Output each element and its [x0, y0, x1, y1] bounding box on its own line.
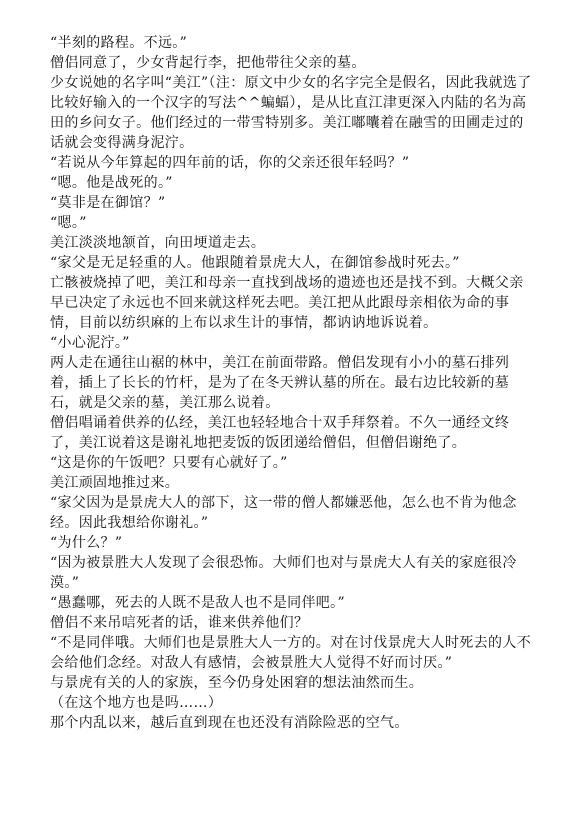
document-body: [50, 33, 536, 733]
paragraph: “若说从今年算起的四年前的话，你的父亲还很年轻吗？”: [50, 155, 410, 171]
paragraph: “家父因为是景虎大人的部下，这一带的僧人都嫌恶他，怎么也不肯为他念经。因此我想给你谢礼。”: [50, 495, 517, 531]
paragraph: 那个内乱以来，越后直到现在也还没有消除险恶的空气。: [50, 715, 409, 731]
paragraph: 少女说她的名字叫“美江”（注：原文中少女的名字完全是假名，因此我就选了比较好输入的一个汉字的写法^^蝙蝠），是从比直江津更深入内陆的名为高田的乡问女子。他们经过的一带雪特别多。美江嘟囔着在融雪的田圃走过的话就会变得满身泥泞。: [50, 75, 532, 151]
paragraph: “家父是无足轻重的人。他跟随着景虎大人，在御馆参战时死去。”: [50, 255, 460, 271]
paragraph: 美江淡淡地颔首，向田埂道走去。: [50, 235, 266, 251]
paragraph: 亡骸被烧掉了吧，美江和母亲一直找到战场的遗迹也还是找不到。大概父亲早已决定了永远也不回来就这样死去吧。美江把从此跟母亲相依为命的事情，目前以纺织麻的上布以求生计的事情，都讷讷地诉说着。: [50, 275, 524, 331]
paragraph: （在这个地方也是吗……）: [50, 695, 223, 711]
paragraph: “嗯。他是战死的。”: [50, 175, 173, 191]
paragraph: 两人走在通往山裾的林中，美江在前面带路。僧侣发现有小小的墓石排列着，插上了长长的竹杆，是为了在冬天辨认墓的所在。最右边比较新的墓石，就是父亲的墓，美江那么说着。: [50, 355, 510, 411]
paragraph: “因为被景胜大人发现了会很恐怖。大师们也对与景虎大人有关的家庭很冷漠。”: [50, 555, 517, 591]
paragraph: “半刻的路程。不远。”: [50, 35, 188, 51]
paragraph: “不是同伴哦。大师们也是景胜大人一方的。对在讨伐景虎大人时死去的人不会给他们念经。对敌人有感情，会被景胜大人觉得不好而讨厌。”: [50, 635, 532, 671]
paragraph: 与景虎有关的人的家族，至今仍身处困窘的想法油然而生。: [50, 675, 424, 691]
paragraph: 僧侣不来吊唁死者的话，谁来供养他们？: [50, 615, 309, 631]
paragraph: “莫非是在御馆？”: [50, 195, 166, 211]
paragraph: “愚蠢哪，死去的人既不是敌人也不是同伴吧。”: [50, 595, 346, 611]
paragraph: “这是你的午饭吧？只要有心就好了。”: [50, 455, 288, 471]
paragraph: 僧侣唱诵着供养的仏经，美江也轻轻地合十双手拜祭着。不久一通经文终了，美江说着这是谢礼地把麦饭的饭团递给僧侣，但僧侣谢绝了。: [50, 415, 510, 451]
paragraph: “小心泥泞。”: [50, 335, 130, 351]
paragraph: “嗯。”: [50, 215, 87, 231]
paragraph: 僧侣同意了，少女背起行李，把他带往父亲的墓。: [50, 55, 366, 71]
paragraph: 美江顽固地推过来。: [50, 475, 180, 491]
paragraph: “为什么？”: [50, 535, 123, 551]
